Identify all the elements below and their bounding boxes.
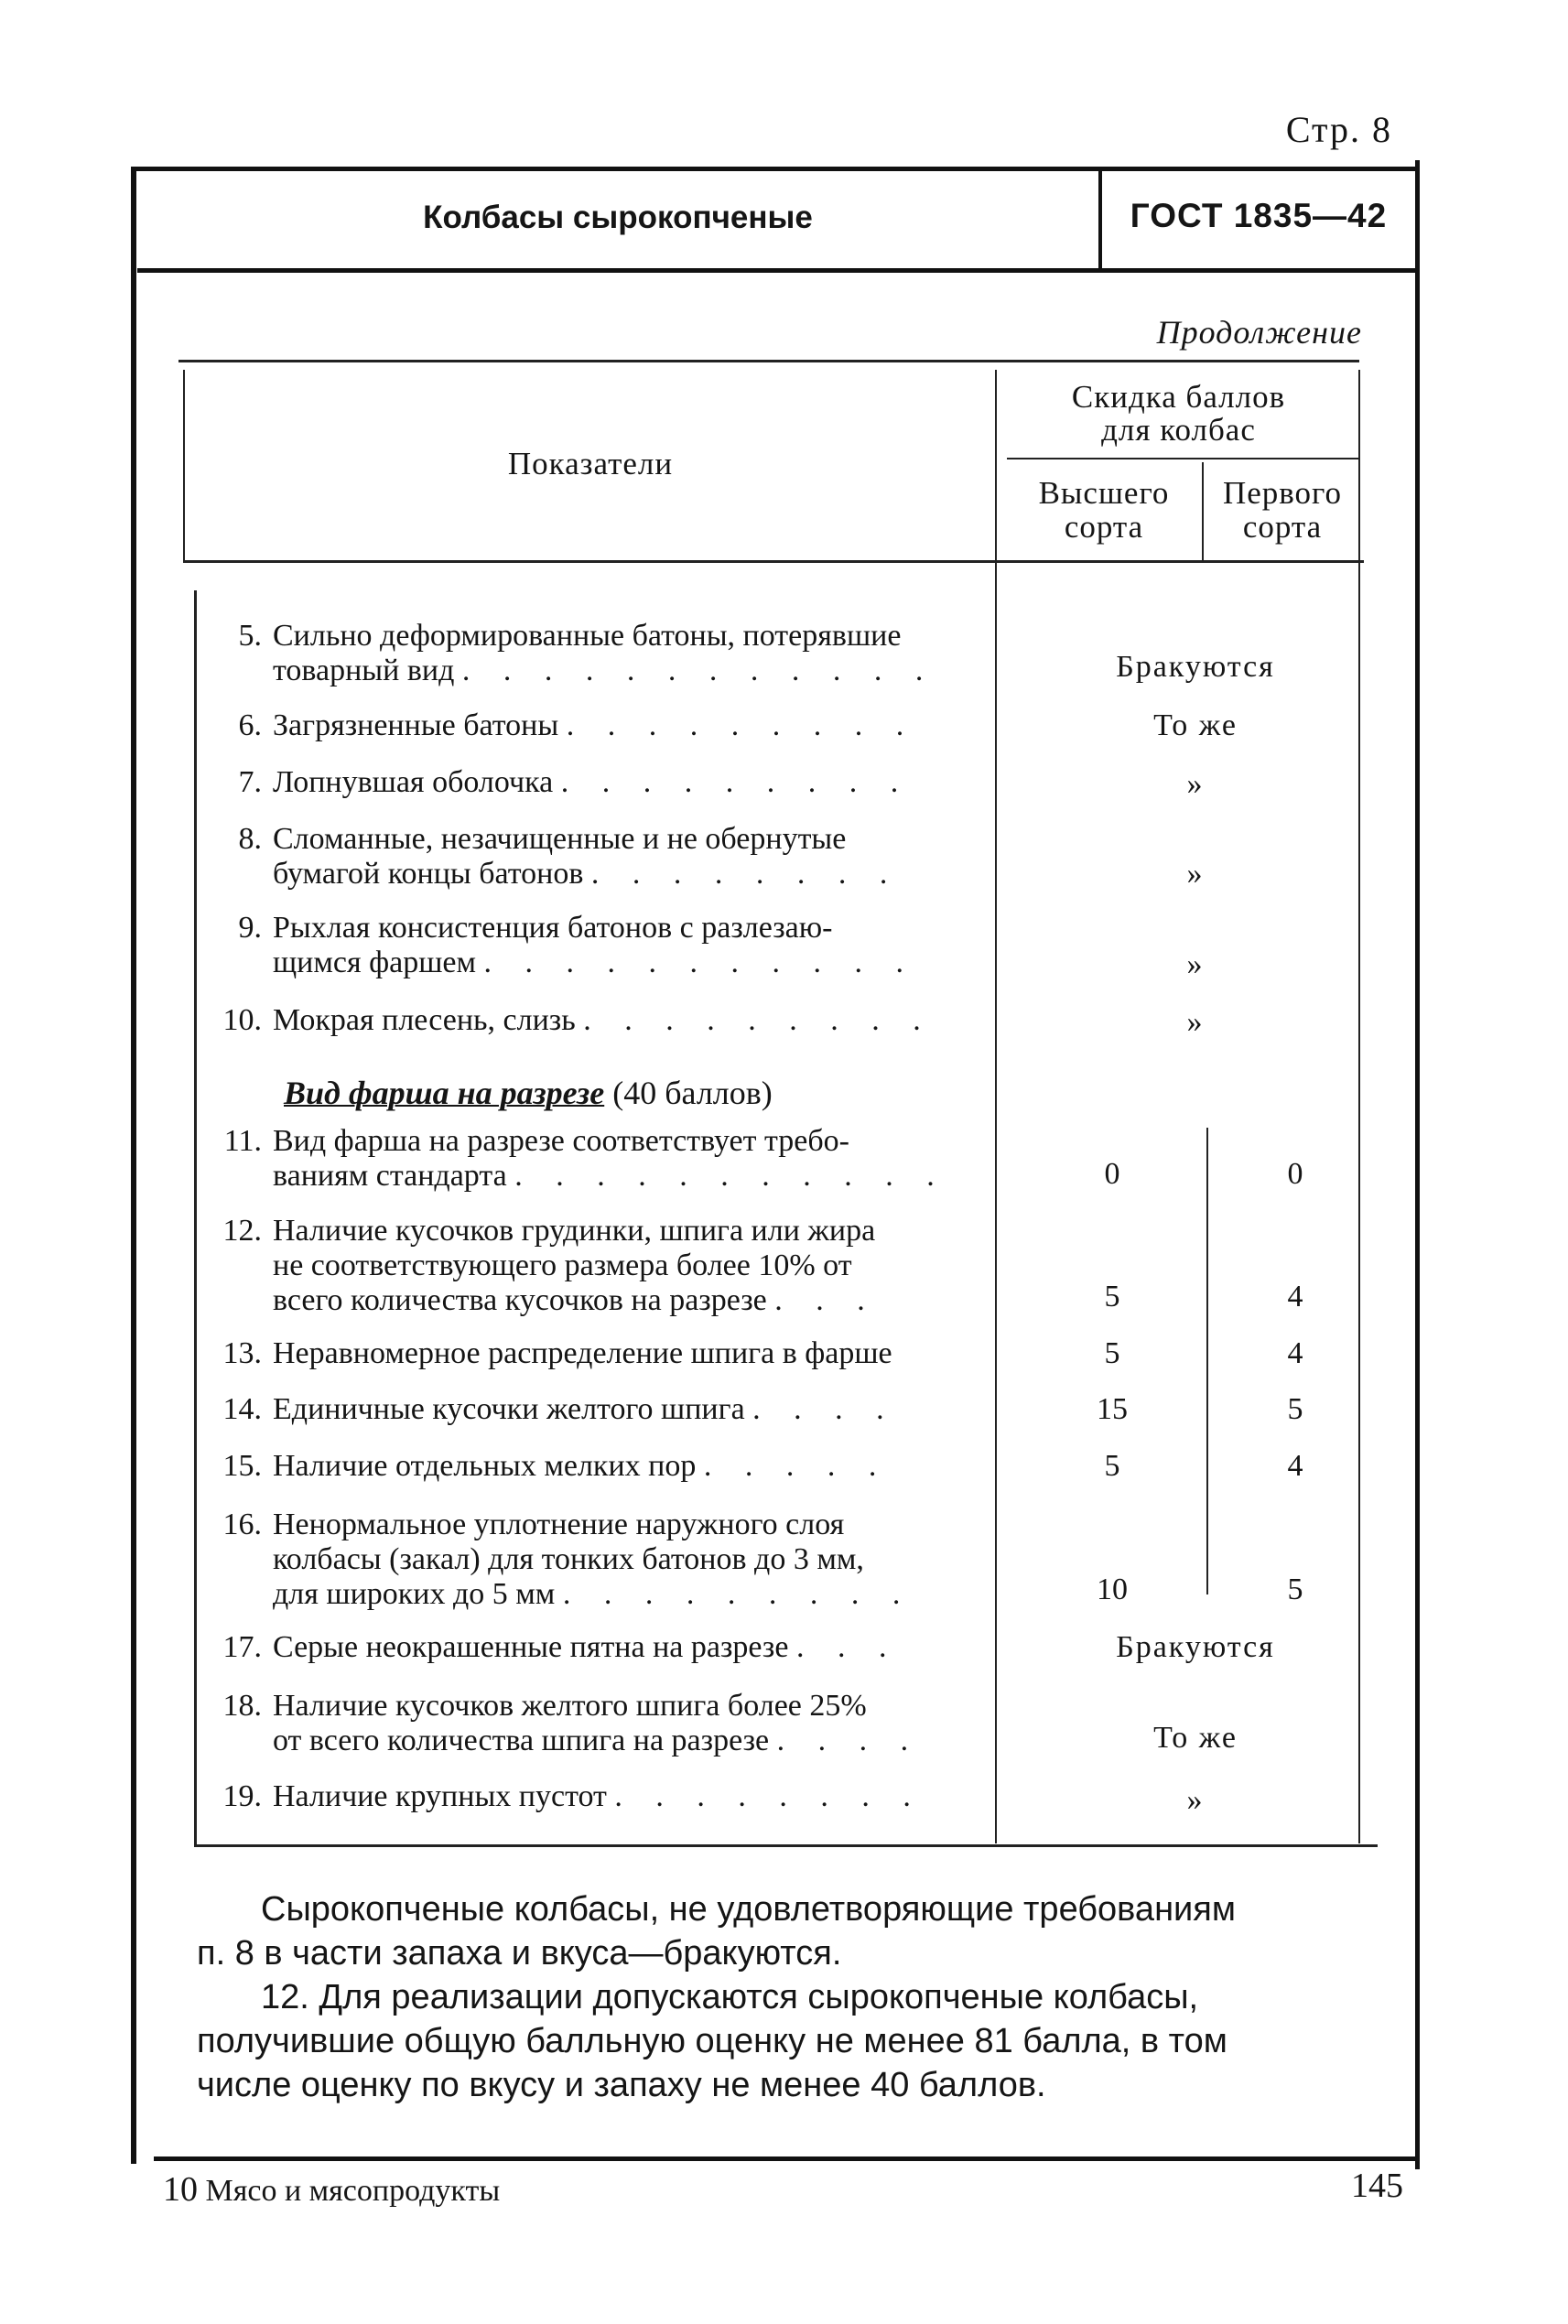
table-col-divider bbox=[995, 370, 997, 1843]
footer-source-text: Мясо и мясопродукты bbox=[205, 2174, 501, 2208]
row-verdict: » bbox=[1186, 857, 1205, 891]
row-text: Вид фарша на разрезе соответствует требо- bbox=[273, 1124, 849, 1158]
frame-bottom-rule bbox=[154, 2156, 1417, 2161]
paragraph-line: 12. Для реализации допускаются сырокопченые колбасы, bbox=[261, 1978, 1199, 2016]
row-text: Рыхлая консистенция батонов с разлезаю- bbox=[273, 911, 833, 945]
first-grade-value: 4 bbox=[1287, 1449, 1303, 1483]
frame-top-rule bbox=[131, 167, 1420, 171]
row-number: 6. bbox=[238, 708, 262, 742]
first-grade-value: 5 bbox=[1287, 1573, 1303, 1606]
row-verdict: » bbox=[1186, 947, 1205, 981]
paragraph-rejection bbox=[197, 1887, 1387, 1975]
highest-grade-header-line2: сорта bbox=[1064, 509, 1144, 545]
row-text: Лопнувшая оболочка bbox=[273, 765, 554, 799]
row-number: 16. bbox=[222, 1508, 262, 1541]
row-text: товарный вид bbox=[273, 654, 455, 687]
table-header-bottom-rule bbox=[183, 560, 1364, 563]
row-text: всего количества кусочков на разрезе bbox=[273, 1283, 767, 1317]
row-number: 11. bbox=[223, 1124, 262, 1158]
row-text: Серые неокрашенные пятна на разрезе bbox=[273, 1630, 789, 1664]
paragraph-line: получившие общую балльную оценку не менее 81 балла, в том bbox=[197, 2022, 1227, 2060]
highest-grade-value: 5 bbox=[1104, 1280, 1120, 1313]
document-title: Колбасы сырокопченые bbox=[423, 200, 813, 235]
row-text: Единичные кусочки желтого шпига bbox=[273, 1392, 745, 1426]
row-verdict: » bbox=[1186, 1005, 1205, 1039]
row-number: 17. bbox=[222, 1630, 262, 1664]
row-text: Наличие кусочков грудинки, шпига или жира bbox=[273, 1214, 876, 1248]
row-text: Наличие крупных пустот bbox=[273, 1779, 607, 1813]
row-number: 15. bbox=[222, 1449, 262, 1483]
standard-code: ГОСТ 1835—42 bbox=[1130, 197, 1388, 234]
first-grade-value: 4 bbox=[1287, 1280, 1303, 1313]
table-left-rule-body bbox=[194, 590, 197, 1844]
row-text: Сильно деформированные батоны, потерявшие bbox=[273, 619, 902, 653]
row-verdict: То же bbox=[1153, 1721, 1238, 1755]
first-grade-value: 4 bbox=[1287, 1336, 1303, 1370]
continued-label: Продолжение bbox=[1156, 314, 1362, 351]
frame-left-rule bbox=[131, 168, 136, 2164]
row-verdict: Бракуются bbox=[1116, 650, 1275, 684]
paragraph-line: числе оценку по вкусу и запаху не менее 40 баллов. bbox=[197, 2066, 1046, 2104]
discount-header-line1: Скидка баллов bbox=[1071, 379, 1286, 415]
table-right-rule bbox=[1358, 370, 1360, 1843]
row-number: 5. bbox=[238, 619, 262, 653]
table-subcol-divider-header bbox=[1202, 462, 1204, 563]
row-text: бумагой концы батонов bbox=[273, 857, 584, 891]
footer-page-number: 145 bbox=[1351, 2167, 1403, 2205]
row-number: 9. bbox=[238, 911, 262, 945]
row-number: 13. bbox=[222, 1336, 262, 1370]
discount-header-line2: для колбас bbox=[1101, 412, 1256, 448]
table-top-rule bbox=[178, 360, 1359, 362]
first-grade-value: 0 bbox=[1287, 1157, 1303, 1191]
table-subheader-rule bbox=[1007, 458, 1359, 459]
row-text: Сломанные, незачищенные и не обернутые bbox=[273, 822, 847, 856]
highest-grade-value: 15 bbox=[1097, 1392, 1128, 1426]
section-points: (40 баллов) bbox=[612, 1075, 773, 1111]
row-number: 19. bbox=[222, 1779, 262, 1813]
row-text: Загрязненные батоны bbox=[273, 708, 559, 742]
row-verdict: » bbox=[1186, 1783, 1205, 1817]
row-text: не соответствующего размера более 10% от bbox=[273, 1248, 852, 1282]
row-verdict: То же bbox=[1153, 708, 1238, 742]
row-verdict: » bbox=[1186, 767, 1205, 801]
row-verdict: Бракуются bbox=[1116, 1630, 1275, 1664]
paragraph-line: Сырокопченые колбасы, не удовлетворяющие требованиям bbox=[261, 1890, 1236, 1929]
section-title-text: Вид фарша на разрезе bbox=[284, 1075, 605, 1111]
row-text: колбасы (закал) для тонких батонов до 3 мм, bbox=[273, 1542, 864, 1576]
row-number: 12. bbox=[222, 1214, 262, 1248]
footer-signature-number: 10 bbox=[163, 2170, 198, 2209]
frame-right-rule bbox=[1415, 160, 1420, 2169]
highest-grade-value: 5 bbox=[1104, 1336, 1120, 1370]
row-number: 14. bbox=[222, 1392, 262, 1426]
first-grade-header-line2: сорта bbox=[1242, 509, 1323, 545]
row-text: Наличие отдельных мелких пор bbox=[273, 1449, 697, 1483]
highest-grade-value: 5 bbox=[1104, 1449, 1120, 1483]
row-text: Наличие кусочков желтого шпига более 25% bbox=[273, 1689, 867, 1723]
highest-grade-value: 10 bbox=[1097, 1573, 1128, 1606]
row-text: Неравномерное распределение шпига в фарше bbox=[273, 1336, 892, 1370]
header-bottom-rule bbox=[137, 268, 1415, 273]
section-title bbox=[284, 1074, 773, 1112]
paragraph-line: п. 8 в части запаха и вкуса—бракуются. bbox=[197, 1934, 842, 1973]
row-text: Ненормальное уплотнение наружного слоя bbox=[273, 1508, 845, 1541]
row-number: 8. bbox=[238, 822, 262, 856]
row-text: ваниям стандарта bbox=[273, 1159, 507, 1193]
row-text: щимся фаршем bbox=[273, 946, 477, 979]
paragraph-clause-12 bbox=[197, 1975, 1387, 2107]
row-number: 18. bbox=[222, 1689, 262, 1723]
first-grade-header-line1: Первого bbox=[1222, 475, 1343, 511]
row-number: 10. bbox=[222, 1003, 262, 1037]
footer-source bbox=[163, 2169, 500, 2210]
row-text: от всего количества шпига на разрезе bbox=[273, 1724, 770, 1757]
highest-grade-header-line1: Высшего bbox=[1038, 475, 1170, 511]
indicators-header: Показатели bbox=[507, 446, 674, 481]
table-bottom-rule bbox=[194, 1844, 1378, 1847]
first-grade-value: 5 bbox=[1287, 1392, 1303, 1426]
table-left-rule-header bbox=[183, 370, 185, 562]
row-text: для широких до 5 мм bbox=[273, 1577, 556, 1611]
row-number: 7. bbox=[238, 765, 262, 799]
highest-grade-value: 0 bbox=[1104, 1157, 1120, 1191]
page-number-top: Стр. 8 bbox=[1285, 109, 1392, 150]
row-text: Мокрая плесень, слизь bbox=[273, 1003, 576, 1037]
